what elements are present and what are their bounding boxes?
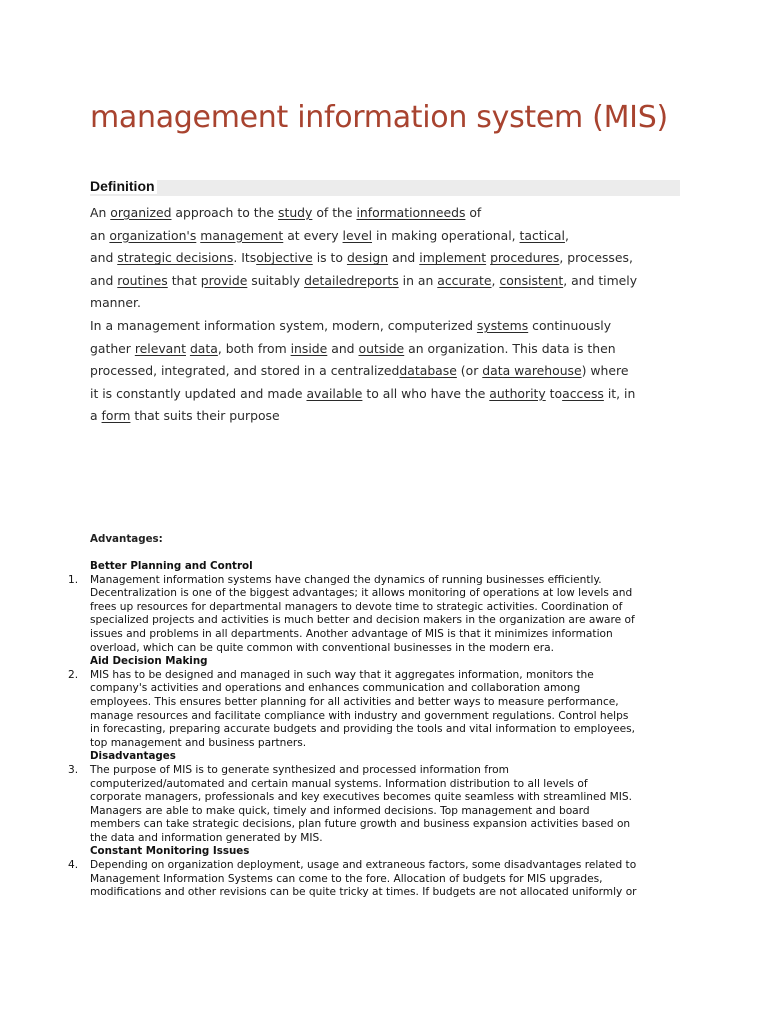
page-title: management information system (MIS): [90, 100, 668, 135]
definition-line: and routines that provide suitably detailedreports in an accurate, consistent, and timely: [90, 272, 638, 288]
link-data-warehouse[interactable]: data warehouse: [482, 363, 582, 379]
item-subheading: Constant Monitoring Issues: [90, 845, 250, 858]
link-accurate[interactable]: accurate: [437, 272, 492, 288]
link-tactical[interactable]: tactical: [519, 227, 565, 243]
link-data[interactable]: data: [189, 340, 218, 356]
link-authority[interactable]: authority: [489, 385, 546, 401]
definition-line: and strategic decisions. Itsobjective is to design and implement procedures, processes,: [90, 250, 633, 266]
link-detailedreports[interactable]: detailedreports: [304, 272, 399, 288]
link-implement[interactable]: implement: [419, 250, 487, 266]
link-organized[interactable]: organized: [110, 205, 172, 220]
link-design[interactable]: design: [346, 250, 389, 266]
link-inside[interactable]: inside: [290, 340, 328, 356]
item-number: 1.: [68, 573, 79, 586]
link-management[interactable]: management: [200, 227, 284, 243]
list-item: [0, 845, 768, 899]
item-number: 2.: [68, 668, 79, 681]
link-informationneeds[interactable]: informationneeds: [356, 205, 466, 220]
list-item: [0, 750, 768, 845]
definition-heading: Definition: [90, 178, 155, 194]
definition-line: an organization's management at every level in making operational, tactical,: [90, 227, 569, 243]
definition-header-bar: [90, 180, 680, 196]
item-text: Management information systems have changed the dynamics of running businesses efficiently. Decentralization is one of the biggest advantages; it allows monitoring of operations at low levels and frees up resources for departmental managers to devote time to strategic activities. Coordination of specialized projects and activities is much better and decision makers in the organization are aware of issues and problems in all departments. Another advantage of MIS is that it minimizes information overload, which can be quite common with conventional businesses in the modern era.: [90, 573, 635, 654]
link-procedures[interactable]: procedures: [490, 250, 560, 266]
link-form[interactable]: form: [101, 408, 131, 424]
link-systems[interactable]: systems: [476, 317, 529, 333]
item-number: 4.: [68, 859, 79, 872]
item-subheading: Better Planning and Control: [90, 560, 253, 572]
link-level[interactable]: level: [342, 227, 373, 243]
numbered-list: [0, 560, 768, 900]
link-organizations[interactable]: organization's: [109, 227, 197, 243]
item-subheading: Aid Decision Making: [90, 655, 208, 668]
definition-line: manner.: [90, 295, 141, 311]
link-consistent[interactable]: consistent: [499, 272, 564, 288]
link-strategic-decisions[interactable]: strategic decisions: [117, 250, 234, 266]
link-access[interactable]: access: [562, 385, 604, 401]
item-text: The purpose of MIS is to generate synthesized and processed information from computerized/automated and certain manual systems. Information distribution to all levels of corporate managers, professionals and key executives becomes quite seamless with streamlined MIS. Managers are able to make quick, timely and informed decisions. Top management and board members can take strategic decisions, plan future growth and business expansion activities based on the data and information generated by MIS.: [90, 763, 632, 844]
definition-body: [90, 202, 690, 428]
link-available[interactable]: available: [306, 385, 363, 401]
advantages-heading: Advantages:: [90, 533, 163, 545]
link-relevant[interactable]: relevant: [134, 340, 186, 356]
definition-line: a form that suits their purpose: [90, 408, 280, 424]
link-provide[interactable]: provide: [200, 272, 248, 288]
link-outside[interactable]: outside: [358, 340, 405, 356]
list-item: [0, 655, 768, 750]
definition-line: gather relevant data, both from inside and outside an organization. This data is then: [90, 340, 616, 356]
link-objective[interactable]: objective: [256, 250, 313, 266]
item-text: Depending on organization deployment, usage and extraneous factors, some disadvantages related to Management Information Systems can come to the fore. Allocation of budgets for MIS upgrades, modifications and other revisions can be quite tricky at times. If budgets are not allocated uniformly or: [90, 859, 637, 899]
link-study[interactable]: study: [278, 205, 313, 220]
link-routines[interactable]: routines: [117, 272, 168, 288]
item-number: 3.: [68, 763, 79, 776]
link-database[interactable]: database: [399, 363, 457, 379]
definition-line: An organized approach to the study of the informationneeds of: [90, 205, 482, 220]
definition-line: processed, integrated, and stored in a centralizeddatabase (or data warehouse) where: [90, 363, 629, 379]
item-subheading: Disadvantages: [90, 750, 176, 763]
definition-line: In a management information system, modern, computerized systems continuously: [90, 317, 612, 333]
definition-line: it is constantly updated and made available to all who have the authority toaccess it, in: [90, 385, 636, 401]
item-text: MIS has to be designed and managed in such way that it aggregates information, monitors the company's activities and operations and enhances communication and collaboration among employees. This ensures better planning for all activities and better ways to measure performance, manage resources and facilitate compliance with industry and government regulations. Control helps in forecasting, preparing accurate budgets and providing the tools and vital information to employees, top management and business partners.: [90, 668, 636, 749]
list-item: [0, 560, 768, 655]
